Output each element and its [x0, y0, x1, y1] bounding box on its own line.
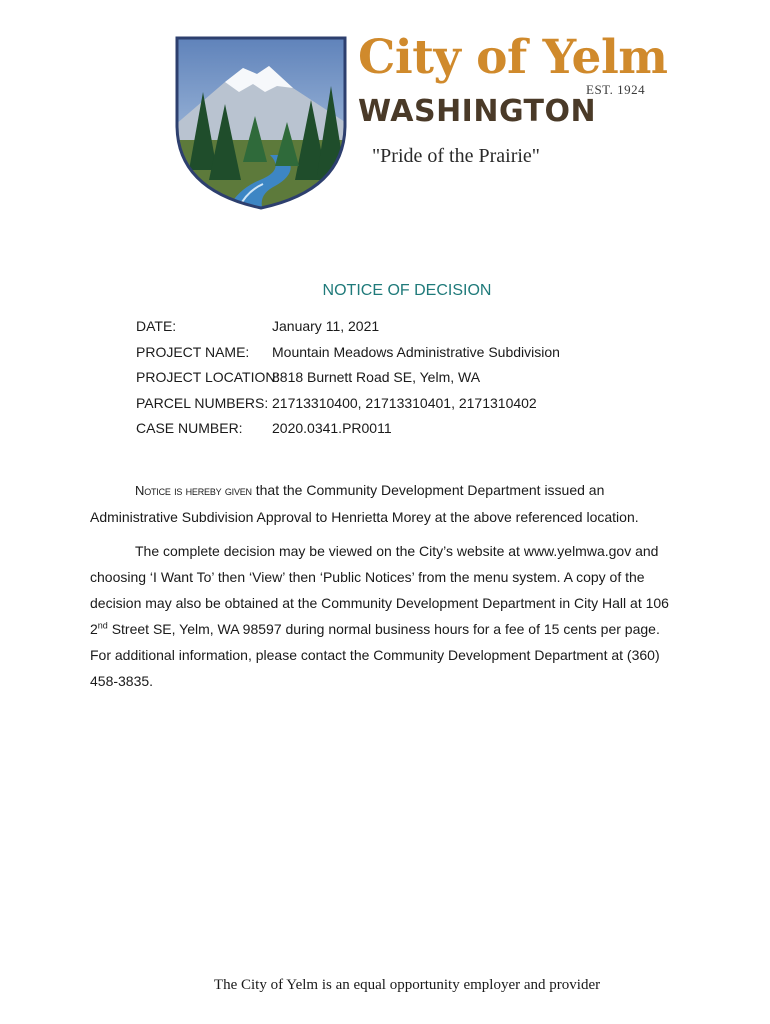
details-paragraph: [90, 538, 680, 694]
info-label: CASE NUMBER:: [136, 420, 243, 436]
logo-established: EST. 1924: [586, 82, 646, 97]
ordinal-superscript: nd: [97, 620, 108, 631]
info-value: 8818 Burnett Road SE, Yelm, WA: [272, 369, 481, 385]
info-value: 21713310400, 21713310401, 2171310402: [272, 394, 537, 411]
info-label: PROJECT NAME:: [136, 343, 250, 360]
notice-paragraph: [90, 477, 680, 530]
info-row-parcel-numbers: [136, 395, 560, 421]
notice-title: NOTICE OF DECISION: [322, 282, 492, 299]
info-value: 2020.0341.PR0011: [272, 420, 392, 436]
notice-body: that the Community Development Department issued an Administrative Subdivision Approval to Henrietta Morey at the above referenced location.: [90, 482, 639, 525]
details-text-before: The complete decision may be viewed on the City’s website at www.yelmwa.gov and choosing ‘I Want To’ then ‘View’ then ‘Public Notices’ from the menu system. A copy of the decision may also be obtained at the Community Development Department in City Hall at 106 2: [90, 543, 669, 637]
notice-lead: Notice is hereby given: [135, 483, 252, 498]
info-label: PROJECT LOCATION:: [136, 369, 280, 385]
info-row-date: [136, 318, 560, 344]
info-label: PARCEL NUMBERS:: [136, 394, 269, 411]
details-text-after: Street SE, Yelm, WA 98597 during normal business hours for a fee of 15 cents per page. For additional information, please contact the Community Development Department at (360) 458-3835.: [90, 621, 660, 689]
info-row-case-number: [136, 420, 560, 446]
footer-statement: The City of Yelm is an equal opportunity employer and provider: [213, 977, 601, 993]
info-row-project-name: [136, 344, 560, 370]
logo-motto: "Pride of the Prairie": [372, 145, 540, 167]
info-value: Mountain Meadows Administrative Subdivision: [272, 343, 560, 360]
info-value: January 11, 2021: [272, 318, 380, 334]
logo-state: WASHINGTON: [358, 94, 597, 129]
logo-city-name: City of Yelm: [358, 30, 668, 85]
project-info-table: [136, 318, 560, 446]
info-row-project-location: [136, 369, 560, 395]
info-label: DATE:: [136, 318, 177, 334]
